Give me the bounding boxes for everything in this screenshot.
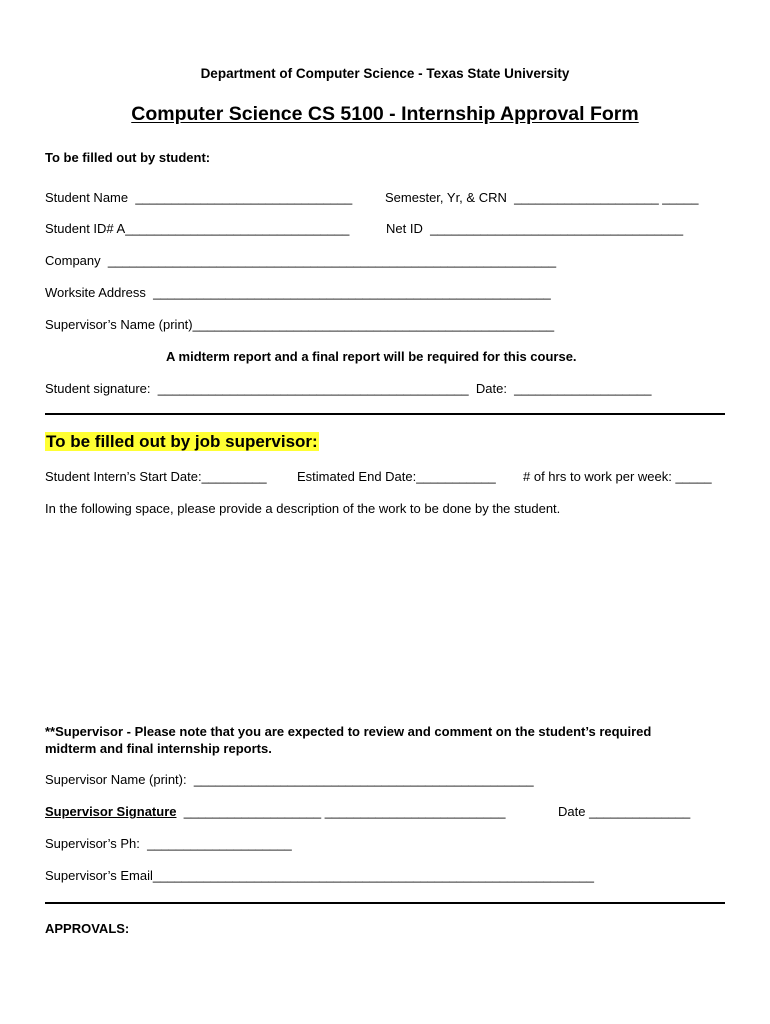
student-name-field[interactable]: Student Name ______________________________ bbox=[45, 190, 353, 205]
student-section-heading: To be filled out by student: bbox=[45, 150, 211, 165]
semester-crn-field[interactable]: Semester, Yr, & CRN ____________________ _____ bbox=[385, 190, 699, 205]
section-divider bbox=[45, 413, 725, 415]
net-id-field[interactable]: Net ID ___________________________________ bbox=[386, 221, 684, 236]
student-signature-field[interactable]: Student signature: ___________________________________________ Date: ___________________ bbox=[45, 381, 652, 396]
supervisor-phone-field[interactable]: Supervisor’s Ph: ____________________ bbox=[45, 836, 292, 851]
hours-per-week-field[interactable]: # of hrs to work per week: _____ bbox=[523, 469, 712, 484]
department-header: Department of Computer Science - Texas State University bbox=[200, 66, 570, 81]
student-id-field[interactable]: Student ID# A_______________________________ bbox=[45, 221, 350, 236]
supervisor-email-field[interactable]: Supervisor’s Email_____________________________________________________________ bbox=[45, 868, 594, 883]
supervisor-signature-line[interactable]: ___________________ _________________________ bbox=[176, 804, 506, 819]
supervisor-note-line2: midterm and final internship reports. bbox=[45, 741, 272, 756]
supervisor-name-print-field[interactable]: Supervisor Name (print): _______________________________________________ bbox=[45, 772, 534, 787]
supervisor-date-field[interactable]: Date ______________ bbox=[558, 804, 691, 819]
description-area[interactable] bbox=[45, 525, 725, 715]
supervisor-heading-highlight: To be filled out by job supervisor: bbox=[46, 432, 318, 451]
supervisor-signature-label: Supervisor Signature bbox=[45, 804, 177, 819]
form-title: Computer Science CS 5100 - Internship Approval Form bbox=[131, 103, 639, 125]
worksite-address-field[interactable]: Worksite Address _______________________________________________________ bbox=[45, 285, 551, 300]
supervisor-note-line1: **Supervisor - Please note that you are expected to review and comment on the student’s required bbox=[45, 724, 652, 739]
end-date-field[interactable]: Estimated End Date:___________ bbox=[297, 469, 496, 484]
supervisor-name-field[interactable]: Supervisor’s Name (print)__________________________________________________ bbox=[45, 317, 555, 332]
description-prompt: In the following space, please provide a description of the work to be done by the student. bbox=[45, 501, 561, 516]
approvals-divider bbox=[45, 902, 725, 904]
company-field[interactable]: Company ______________________________________________________________ bbox=[45, 253, 557, 268]
approvals-heading: APPROVALS: bbox=[45, 921, 130, 936]
report-requirement-note: A midterm report and a final report will be required for this course. bbox=[166, 349, 577, 364]
supervisor-section-heading bbox=[45, 431, 319, 453]
start-date-field[interactable]: Student Intern’s Start Date:_________ bbox=[45, 469, 267, 484]
supervisor-signature-row[interactable] bbox=[45, 804, 505, 820]
